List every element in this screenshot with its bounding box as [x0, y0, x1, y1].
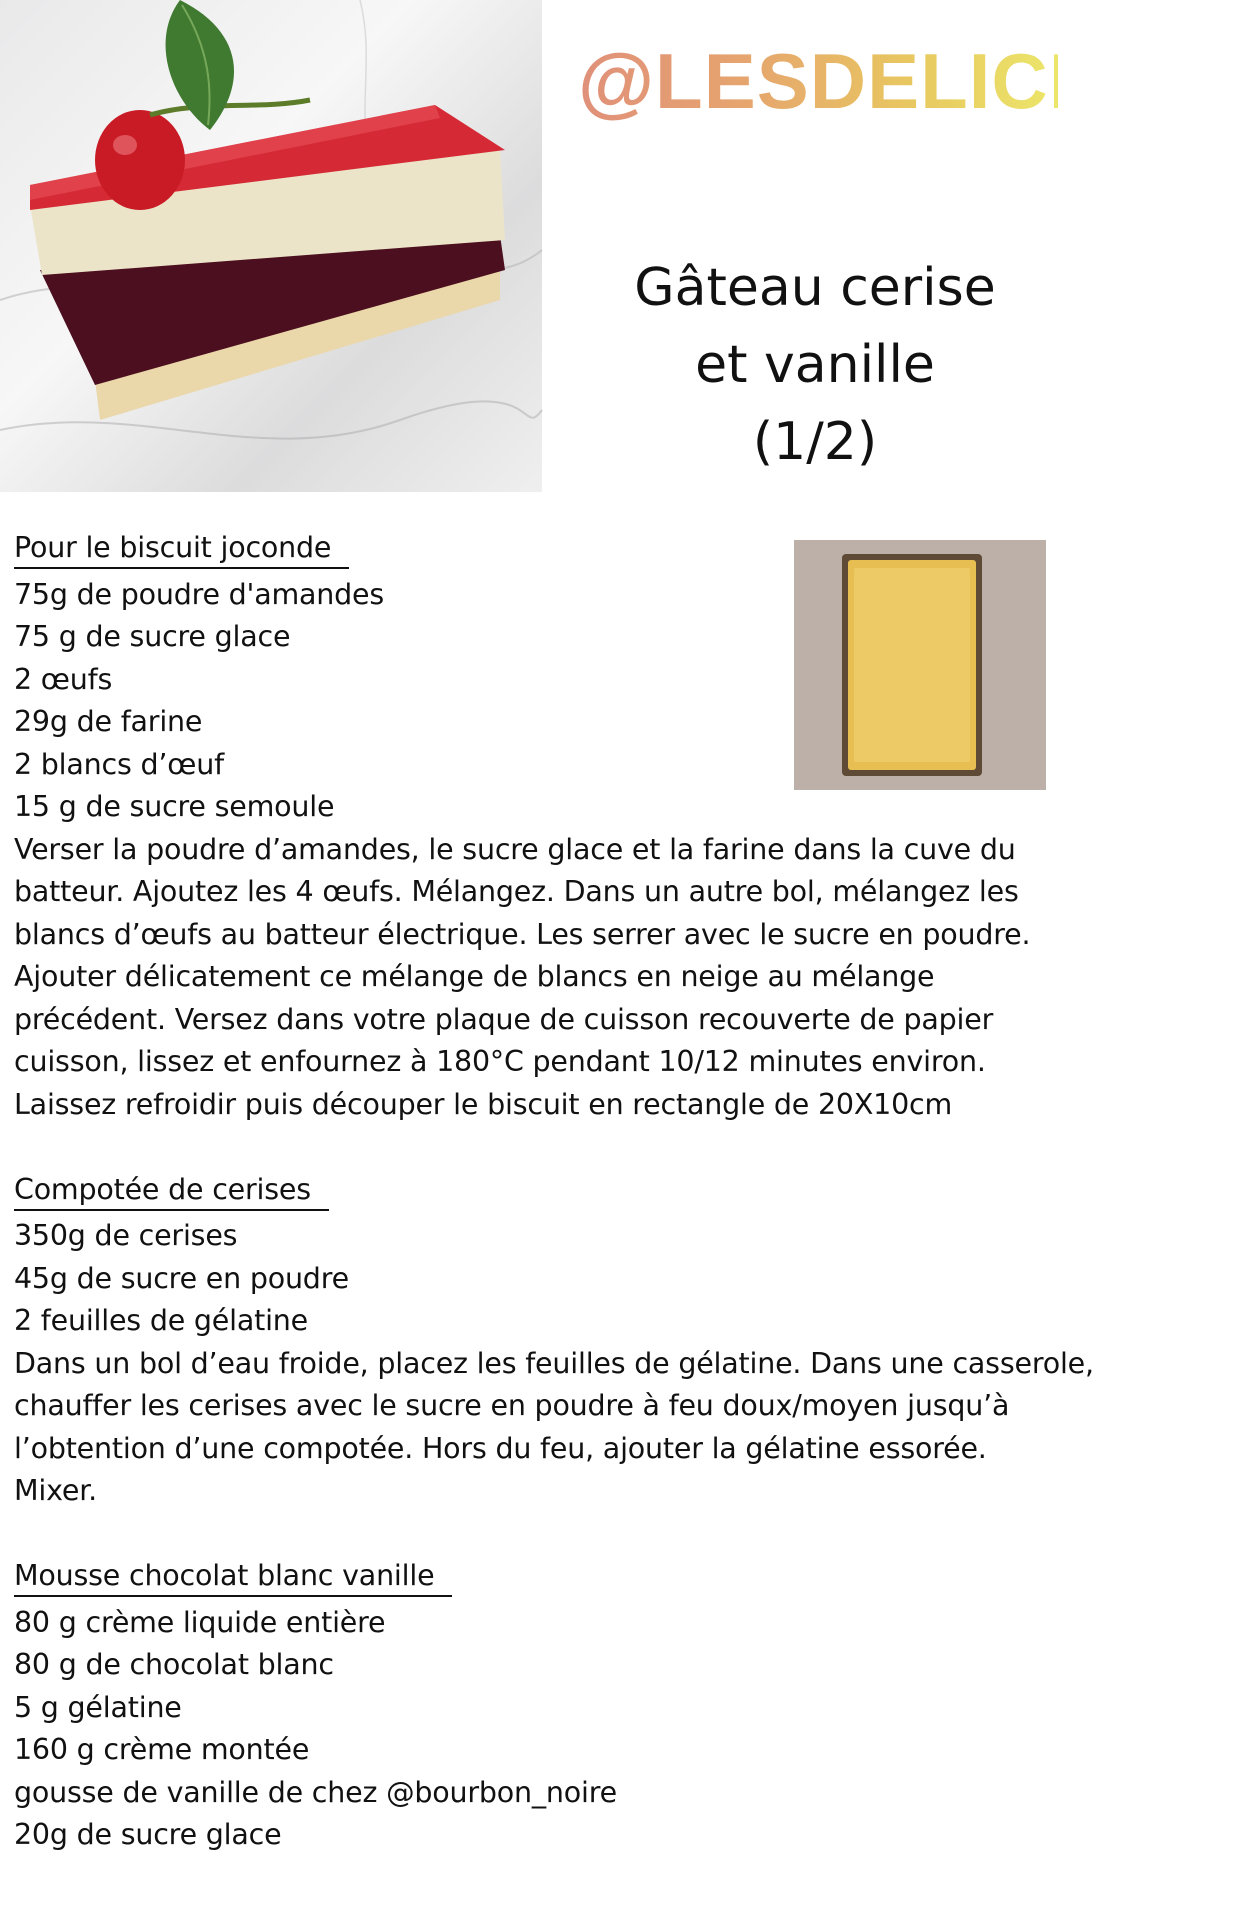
- ingredient: 80 g crème liquide entière: [14, 1605, 386, 1639]
- section-heading: Pour le biscuit joconde: [14, 529, 349, 569]
- instruction-line: chauffer les cerises avec le sucre en poudre à feu doux/moyen jusqu’à: [14, 1389, 1010, 1422]
- ingredient: 20g de sucre glace: [14, 1818, 282, 1851]
- title-line: Gâteau cerise: [634, 258, 996, 318]
- title-line: et vanille: [695, 335, 935, 395]
- instruction-line: précédent. Versez dans votre plaque de cuisson recouverte de papier: [14, 1002, 994, 1036]
- recipe-content: [14, 527, 1094, 1857]
- ingredient: 160 g crème montée: [14, 1733, 310, 1766]
- page-title: [560, 250, 1070, 481]
- title-line: (1/2): [752, 412, 878, 472]
- instruction-line: Ajouter délicatement ce mélange de blancs en neige au mélange: [14, 960, 935, 993]
- account-handle: @LESDELICES31: [578, 37, 1244, 125]
- ingredient: 5 g gélatine: [14, 1690, 182, 1724]
- ingredient: 75 g de sucre glace: [14, 620, 291, 653]
- instruction-line: Laissez refroidir puis découper le biscuit en rectangle de 20X10cm: [14, 1087, 953, 1121]
- instruction-line: cuisson, lissez et enfournez à 180°C pendant 10/12 minutes environ.: [14, 1045, 986, 1078]
- section-heading: Compotée de cerises: [14, 1171, 329, 1211]
- ingredient: 75g de poudre d'amandes: [14, 577, 385, 611]
- instruction-line: blancs d’œufs au batteur électrique. Les serrer avec le sucre en poudre.: [14, 917, 1031, 951]
- instruction-line: Mixer.: [14, 1474, 97, 1507]
- section-heading: Mousse chocolat blanc vanille: [14, 1557, 452, 1597]
- instruction-line: batteur. Ajoutez les 4 œufs. Mélangez. Dans un autre bol, mélangez les: [14, 875, 1019, 908]
- ingredient: 80 g de chocolat blanc: [14, 1648, 334, 1681]
- ingredient: 350g de cerises: [14, 1219, 238, 1252]
- ingredient: 15 g de sucre semoule: [14, 790, 335, 823]
- cake-slice-photo: [0, 0, 542, 492]
- ingredient: 2 feuilles de gélatine: [14, 1304, 309, 1337]
- instruction-line: Verser la poudre d’amandes, le sucre glace et la farine dans la cuve du: [14, 832, 1016, 866]
- ingredient: 29g de farine: [14, 705, 203, 738]
- instruction-line: Dans un bol d’eau froide, placez les feuilles de gélatine. Dans une casserole,: [14, 1346, 1094, 1380]
- instruction-line: l’obtention d’une compotée. Hors du feu, ajouter la gélatine essorée.: [14, 1431, 987, 1465]
- ingredient: 2 blancs d’œuf: [14, 747, 224, 781]
- ingredient: 45g de sucre en poudre: [14, 1261, 349, 1295]
- ingredient: gousse de vanille de chez @bourbon_noire: [14, 1775, 617, 1809]
- ingredient: 2 œufs: [14, 662, 113, 696]
